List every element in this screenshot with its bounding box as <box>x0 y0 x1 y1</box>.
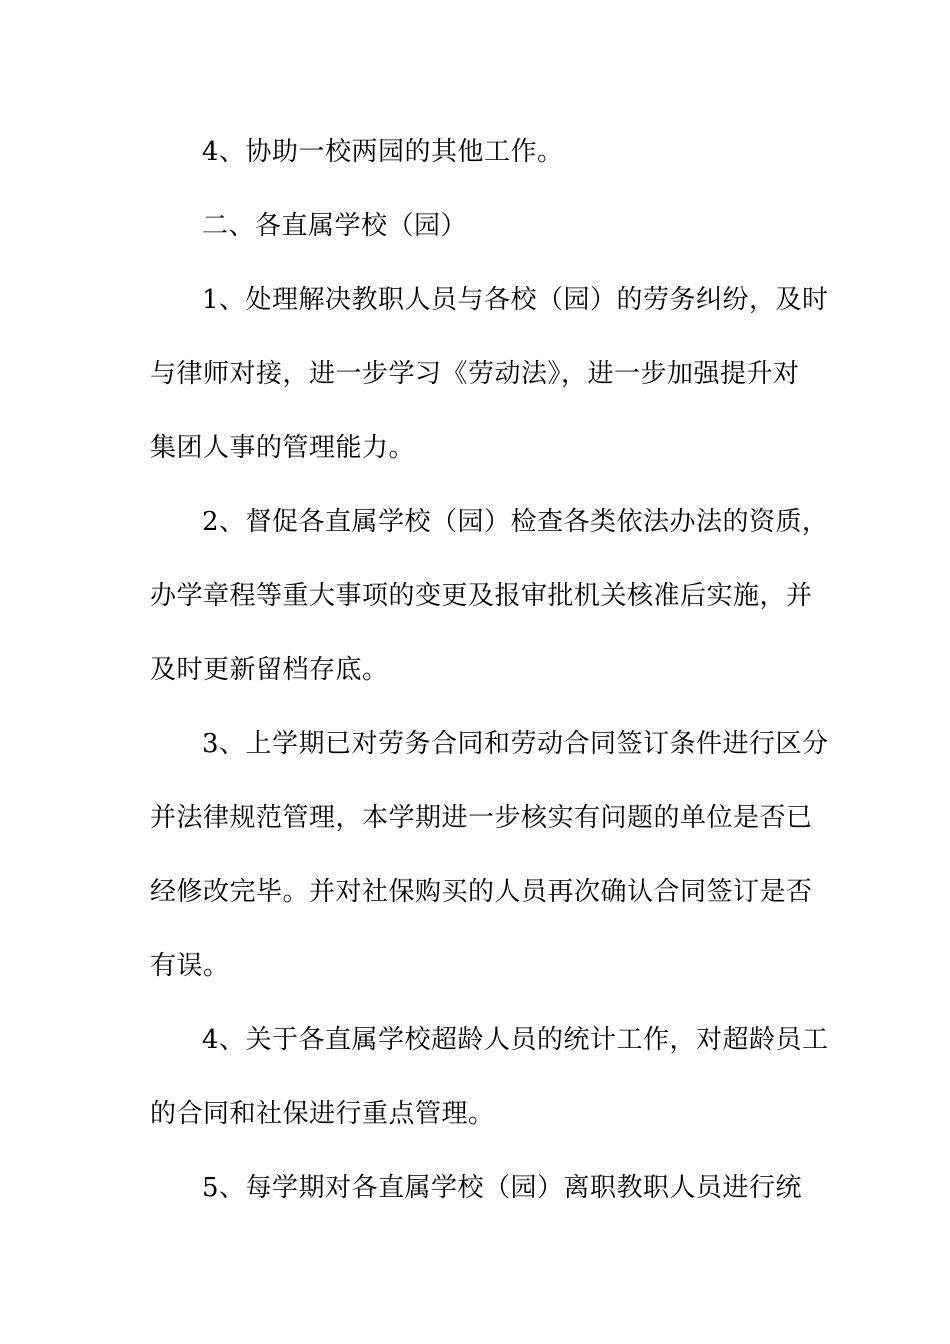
paragraph-item-3-contracts <box>150 707 829 1003</box>
text-line: 经修改完毕。并对社保购买的人员再次确认合同签订是否 <box>150 877 813 907</box>
text-line: 及时更新留档存底。 <box>150 655 389 685</box>
paragraph-item-4-overage-staff <box>150 1003 829 1151</box>
paragraph-item-4-assist <box>150 115 805 189</box>
text-line: 5、每学期对各直属学校（园）离职教职人员进行统 <box>202 1173 803 1203</box>
text-line: 4、协助一校两园的其他工作。 <box>202 137 564 167</box>
text-line: 2、督促各直属学校（园）检查各类依法办法的资质， <box>202 507 829 537</box>
text-line: 3、上学期已对劳务合同和劳动合同签订条件进行区分 <box>202 729 829 759</box>
paragraph-item-2-qualifications <box>150 485 829 707</box>
text-line: 并法律规范管理，本学期进一步核实有问题的单位是否已 <box>150 803 813 833</box>
text-line: 的合同和社保进行重点管理。 <box>150 1099 495 1129</box>
text-line: 4、关于各直属学校超龄人员的统计工作，对超龄员工 <box>202 1025 829 1055</box>
paragraph-item-1-labor-disputes <box>150 263 829 485</box>
paragraph-item-5-departed-staff <box>150 1151 805 1225</box>
text-line: 有误。 <box>150 951 230 981</box>
text-line: 1、处理解决教职人员与各校（园）的劳务纠纷，及时 <box>202 285 829 315</box>
document-body <box>150 115 829 1225</box>
text-line: 集团人事的管理能力。 <box>150 433 416 463</box>
text-line: 办学章程等重大事项的变更及报审批机关核准后实施，并 <box>150 581 813 611</box>
section-heading-direct-schools <box>150 189 805 263</box>
text-line: 与律师对接，进一步学习《劳动法》，进一步加强提升对 <box>150 359 800 389</box>
text-line: 二、各直属学校（园） <box>202 211 468 241</box>
